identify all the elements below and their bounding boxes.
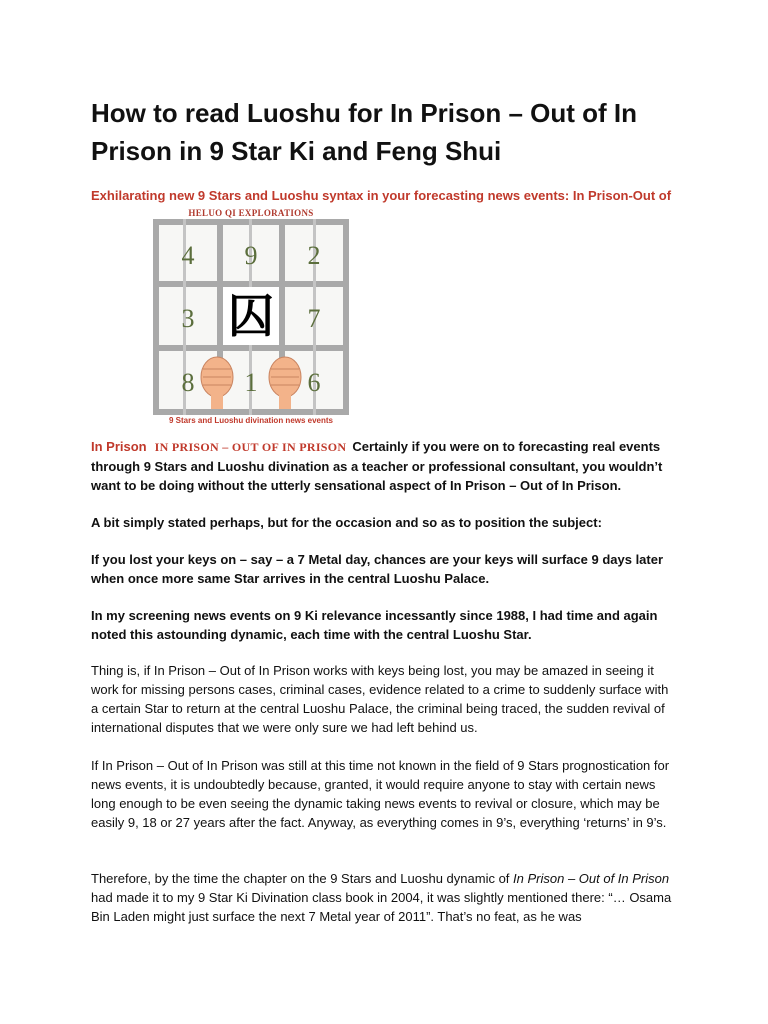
paragraph-4: In my screening news events on 9 Ki relevance incessantly since 1988, I had time and again noted this astounding dynamic, each time with the central Luoshu Star. xyxy=(91,608,658,642)
grid-number: 8 xyxy=(181,368,195,397)
paragraph-1-text: Certainly if you were on to forecasting real events through 9 Stars and Luoshu divination as a teacher or professional consultant, you wouldn’t want to be doing without the utterly sensational aspect of In Prison – Out of In Prison. xyxy=(91,439,663,493)
grid-number: 6 xyxy=(307,368,321,397)
paragraph-3: If you lost your keys on – say – a 7 Metal day, chances are your keys will surface 9 days later when once more same Star arrives in the central Luoshu Palace. xyxy=(91,552,664,586)
page-title: How to read Luoshu for In Prison – Out of In Prison in 9 Star Ki and Feng Shui xyxy=(91,98,637,166)
grid-number: 2 xyxy=(307,241,321,270)
paragraph-7 xyxy=(91,869,679,926)
paragraph-1 xyxy=(91,437,679,495)
grid-number: 7 xyxy=(307,304,321,333)
paragraph-7-rest: had made it to my 9 Star Ki Divination class book in 2004, it was slightly mentioned there: “… Osama Bin Laden might just surface the next 7 Metal year of 2011”. That’s no feat, as he was xyxy=(91,890,672,924)
in-prison-banner: IN PRISON – OUT OF IN PRISON xyxy=(154,440,347,454)
bar-vertical xyxy=(153,219,159,415)
bar-vertical xyxy=(343,219,349,415)
figure-caption: 9 Stars and Luoshu divination news events xyxy=(168,416,334,425)
paragraph-2: A bit simply stated perhaps, but for the occasion and so as to position the subject: xyxy=(91,515,602,530)
subtitle: Exhilarating new 9 Stars and Luoshu syntax in your forecasting news events: In Prison-Out of xyxy=(91,188,672,203)
grid-number: 9 xyxy=(244,241,258,270)
paragraph-7-intro: Therefore, by the time the chapter on the 9 Stars and Luoshu dynamic of xyxy=(91,871,514,886)
grid-number: 4 xyxy=(181,241,195,270)
in-prison-label: In Prison xyxy=(91,439,147,454)
paragraph-7-italic: In Prison – Out of In Prison xyxy=(513,871,670,886)
paragraph-5: Thing is, if In Prison – Out of In Prison works with keys being lost, you may be amazed in seeing it work for missing persons cases, criminal cases, evidence related to a crime to suddenly surface with a certain Star to return at the central Luoshu Palace, the criminal being traced, the sudden revival of international disputes that we were only sure we had left behind us. xyxy=(91,663,669,735)
luoshu-grid-illustration xyxy=(153,219,349,415)
figure-header: HELUO QI EXPLORATIONS xyxy=(188,208,314,218)
prison-character: 囚 xyxy=(228,289,274,343)
grid-number: 3 xyxy=(181,304,195,333)
grid-number: 1 xyxy=(244,368,258,397)
paragraph-6: If In Prison – Out of In Prison was still at this time not known in the field of 9 Stars prognostication for news events, it is undoubtedly because, granted, it would require anyone to stay with certain news long enough to be even seeing the dynamic taking news events to revival or closure, which may be easily 9, 18 or 27 years after the fact. Anyway, as everything comes in 9’s, everything ‘returns’ in 9’s. xyxy=(91,758,670,830)
luoshu-prison-figure xyxy=(153,208,349,430)
